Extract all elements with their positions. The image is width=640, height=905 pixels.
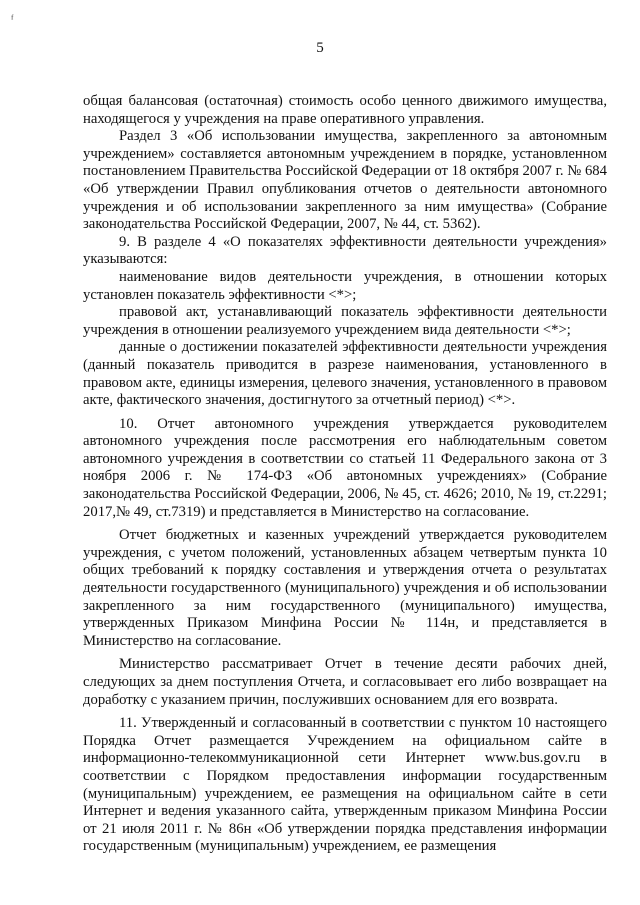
paragraph-item-11: 11. Утвержденный и согласованный в соответствии с пунктом 10 настоящего Порядка Отчет размещается Учреждением на официальном сайте в информационно-телекоммуникационной сети Интернет www.bus.gov.ru в соответствии с Порядком предоставления информации государственным (муниципальным) учреждением, ее размещения на официальном сайте в сети Интернет и ведения указанного сайта, утвержденным приказом Минфина России от 21 июля 2011 г. № 86н «Об утверждении порядка представления информации государственным (муниципальным) учреждением, ее размещения [83, 715, 607, 855]
corner-mark: ᶠ [11, 12, 14, 26]
paragraph-legal-act: правовой акт, устанавливающий показатель эффективности деятельности учреждения в отношении реализуемого учреждением вида деятельности <*>; [83, 304, 607, 338]
paragraph-item-9: 9. В разделе 4 «О показателях эффективности деятельности учреждения» указываются: [83, 233, 607, 268]
document-body [83, 93, 607, 856]
paragraph-indicator-data: данные о достижении показателей эффективности деятельности учреждения (данный показатель приводится в разрезе наименования, установленного в правовом акте, единицы измерения, целевого значения, установленного в правовом акте, фактического значения, достигнутого за отчетный период) <*>. [83, 339, 607, 409]
paragraph-ministry-review: Министерство рассматривает Отчет в течение десяти рабочих дней, следующих за днем поступления Отчета, и согласовывает его либо возвращает на доработку с указанием причин, послуживших основанием для его возврата. [83, 656, 607, 708]
paragraph-section-3: Раздел 3 «Об использовании имущества, закрепленного за автономным учреждением» составляется автономным учреждением в порядке, установленном постановлением Правительства Российской Федерации от 18 октября 2007 г. № 684 «Об утверждении Правил опубликования отчетов о деятельности автономного учреждения и об использовании закрепленного за ним имущества» (Собрание законодательства Российской Федерации, 2007, № 44, ст. 5362). [83, 128, 607, 233]
paragraph-asset-value: общая балансовая (остаточная) стоимость особо ценного движимого имущества, находящегося у учреждения на праве оперативного управления. [83, 93, 607, 127]
paragraph-activity-types: наименование видов деятельности учреждения, в отношении которых установлен показатель эффективности <*>; [83, 268, 607, 303]
paragraph-item-10: 10. Отчет автономного учреждения утверждается руководителем автономного учреждения после рассмотрения его наблюдательным советом автономного учреждения в соответствии со статьей 11 Федерального закона от 3 ноября 2006 г. № 174-ФЗ «Об автономных учреждениях» (Собрание законодательства Российской Федерации, 2006, № 45, ст. 4626; 2010, № 19, ст.2291; 2017,№ 49, ст.7319) и представляется в Министерство на согласование. [83, 415, 607, 520]
page-number: 5 [316, 40, 324, 56]
paragraph-budget-report: Отчет бюджетных и казенных учреждений утверждается руководителем учреждения, с учетом положений, установленных абзацем четвертым пункта 10 общих требований к порядку составления и утверждения отчета о результатах деятельности государственного (муниципального) учреждения и об использовании закрепленного за ним государственного (муниципального) имущества, утвержденных Приказом Минфина России № 114н, и представляется в Министерство на согласование. [83, 527, 607, 649]
